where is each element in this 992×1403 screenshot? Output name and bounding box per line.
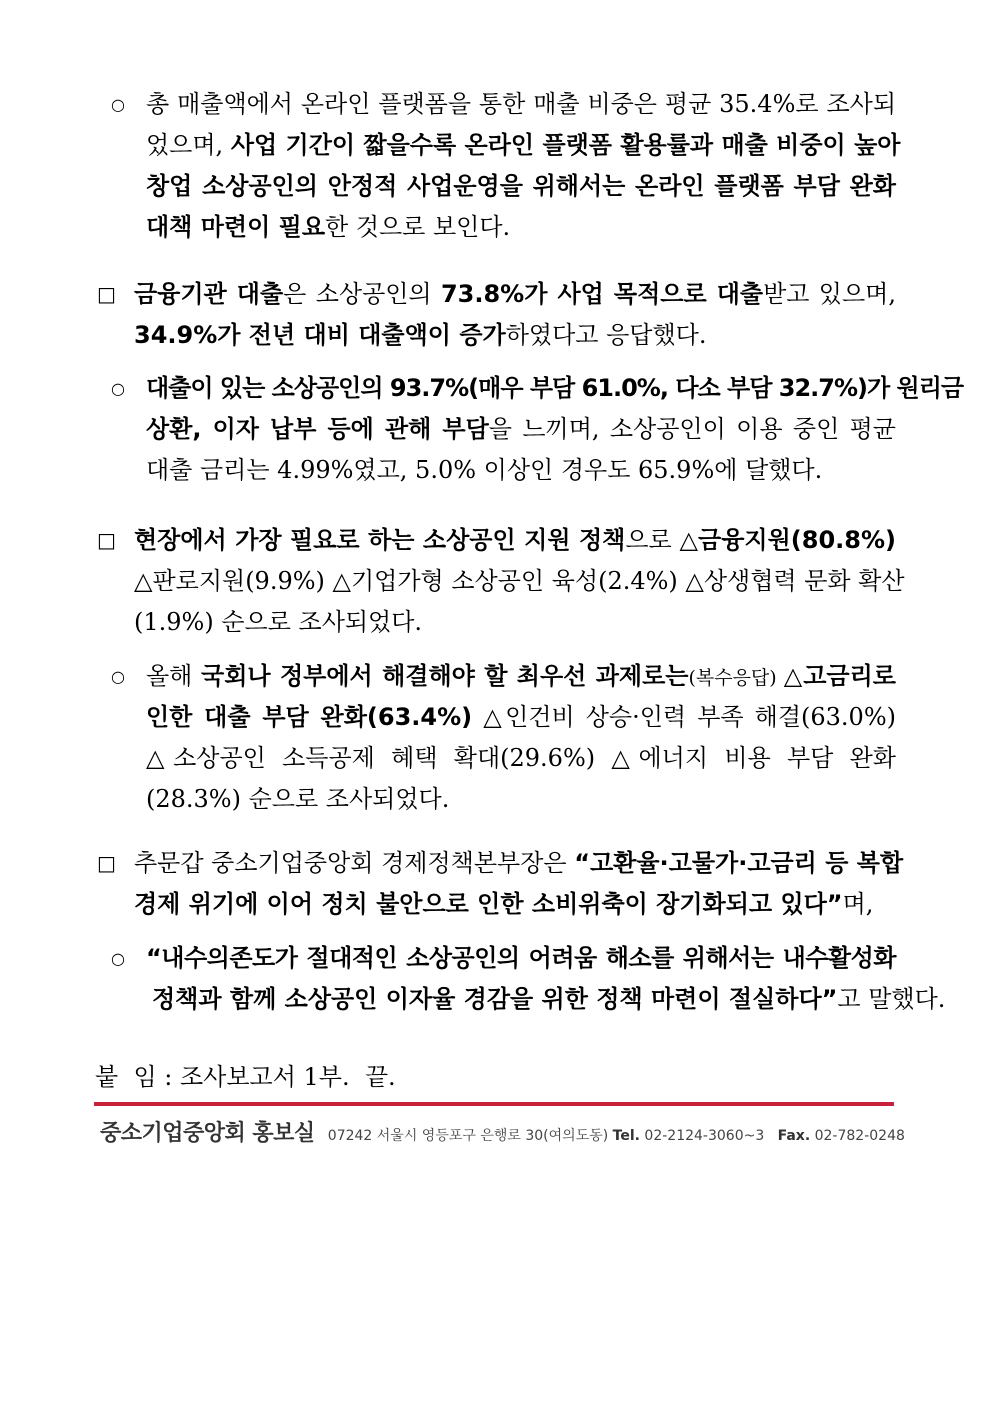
paragraph-priority-tasks: [146, 656, 896, 820]
text-line: 대출 금리는 4.99%였고, 5.0% 이상인 경우도 65.9%에 달했다.: [146, 456, 823, 484]
footer: [100, 1116, 905, 1147]
text-line: 총 매출액에서 온라인 플랫폼을 통한 매출 비중은 평균 35.4%로 조사되: [146, 90, 896, 118]
text-line: △소상공인 소득공제 혜택 확대(29.6%) △에너지 비용 부담 완화: [146, 744, 896, 772]
text-line: 금융기관 대출은 소상공인의 73.8%가 사업 목적으로 대출받고 있으며,: [134, 280, 896, 308]
paragraph-online-platform: [146, 84, 901, 248]
footer-contact: [328, 1128, 905, 1144]
text-line: 정책과 함께 소상공인 이자율 경감을 위한 정책 마련이 절실하다”고 말했다.: [152, 985, 946, 1013]
footer-fax: 02-782-0248: [814, 1128, 905, 1144]
footer-org: 중소기업중앙회 홍보실: [100, 1121, 315, 1146]
text-line: (1.9%) 순으로 조사되었다.: [134, 608, 423, 636]
square-bullet-icon: □: [97, 851, 116, 875]
circle-bullet-icon: ○: [111, 95, 125, 114]
attachment-note: 붙 임 : 조사보고서 1부. 끝.: [95, 1063, 396, 1091]
footer-address: 07242 서울시 영등포구 은행로 30(여의도동): [327, 1128, 609, 1144]
text-line: 창업 소상공인의 안정적 사업운영을 위해서는 온라인 플랫폼 부담 완화: [146, 172, 896, 200]
footer-tel: 02-2124-3060~3: [644, 1128, 765, 1144]
footer-fax-label: Fax.: [777, 1128, 811, 1144]
paragraph-loan-burden: [146, 368, 964, 491]
footer-tel-label: Tel.: [612, 1128, 640, 1144]
text-line: 34.9%가 전년 대비 대출액이 증가하였다고 응답했다.: [134, 321, 707, 349]
paragraph-support-policy: [134, 520, 905, 643]
text-line: “내수의존도가 절대적인 소상공인의 어려움 해소를 위해서는 내수활성화: [146, 944, 896, 972]
footer-divider: [94, 1102, 894, 1106]
text-line: (28.3%) 순으로 조사되었다.: [146, 785, 450, 813]
circle-bullet-icon: ○: [111, 949, 125, 968]
text-line: 추문갑 중소기업중앙회 경제정책본부장은 “고환율·고물가·고금리 등 복합: [134, 849, 904, 877]
text-line: 인한 대출 부담 완화(63.4%) △인건비 상승·인력 부족 해결(63.0%): [146, 703, 896, 731]
text-line: 대출이 있는 소상공인의 93.7%(매우 부담 61.0%, 다소 부담 32.7%)가 원리금: [146, 374, 964, 402]
text-line: 올해 국회나 정부에서 해결해야 할 최우선 과제로는(복수응답) △고금리로: [146, 662, 896, 690]
paragraph-quote-continued: [146, 938, 946, 1020]
square-bullet-icon: □: [97, 528, 116, 552]
text-line: 대책 마련이 필요한 것으로 보인다.: [146, 213, 511, 241]
square-bullet-icon: □: [97, 282, 116, 306]
text-line: 현장에서 가장 필요로 하는 소상공인 지원 정책으로 △금융지원(80.8%): [134, 526, 896, 554]
paragraph-official-quote: [134, 843, 904, 925]
text-line: 경제 위기에 이어 정치 불안으로 인한 소비위축이 장기화되고 있다”며,: [134, 890, 874, 918]
text-line: 었으며, 사업 기간이 짧을수록 온라인 플랫폼 활용률과 매출 비중이 높아: [146, 131, 901, 159]
circle-bullet-icon: ○: [111, 667, 125, 686]
paragraph-financial-loans: [134, 274, 896, 356]
text-line: △판로지원(9.9%) △기업가형 소상공인 육성(2.4%) △상생협력 문화 확산: [134, 567, 905, 595]
circle-bullet-icon: ○: [111, 379, 125, 398]
text-line: 상환, 이자 납부 등에 관해 부담을 느끼며, 소상공인이 이용 중인 평균: [146, 415, 896, 443]
